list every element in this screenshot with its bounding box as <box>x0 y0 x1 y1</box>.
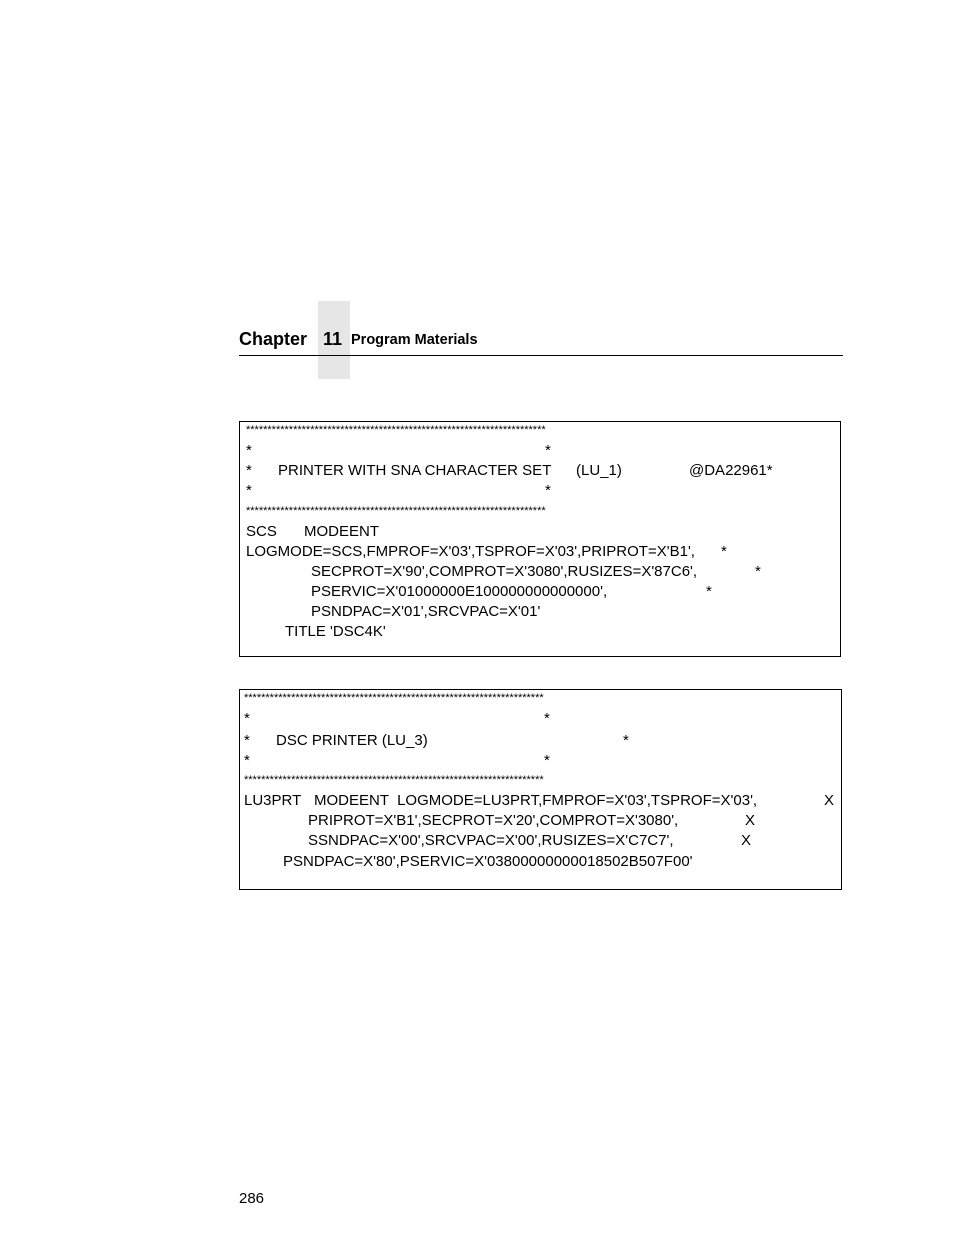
page-header <box>239 328 843 356</box>
comment-star: * <box>623 732 629 749</box>
comment-star: * <box>246 462 252 479</box>
continuation-mark: X <box>741 832 752 849</box>
code-text: SSNDPAC=X'00',SRCVPAC=X'00',RUSIZES=X'C7C7', <box>308 832 674 849</box>
comment-star: * <box>545 482 551 499</box>
code-text: MODEENT LOGMODE=LU3PRT,FMPROF=X'03',TSPROF=X'03', <box>314 792 758 809</box>
comment-star: * <box>246 482 252 499</box>
continuation-mark: X <box>824 792 835 809</box>
comment-tag: @DA22961* <box>689 462 773 479</box>
code-text: SECPROT=X'90',COMPROT=X'3080',RUSIZES=X'87C6', <box>311 563 698 580</box>
code-label: LU3PRT <box>244 792 302 809</box>
star-rule: ********************************************************************** <box>246 505 546 517</box>
code-text: MODEENT <box>304 523 379 540</box>
code-label: SCS <box>246 523 277 540</box>
code-text: LOGMODE=SCS,FMPROF=X'03',TSPROF=X'03',PRIPROT=X'B1', <box>246 543 695 560</box>
comment-star: * <box>545 442 551 459</box>
star-rule: ********************************************************************** <box>244 774 544 786</box>
continuation-mark: * <box>721 543 727 560</box>
code-text: PRIPROT=X'B1',SECPROT=X'20',COMPROT=X'3080', <box>308 812 679 829</box>
code-text: PSNDPAC=X'80',PSERVIC=X'03800000000018502B507F00' <box>283 853 693 870</box>
star-rule: ********************************************************************** <box>246 424 546 436</box>
chapter-title: Program Materials <box>351 332 478 348</box>
comment-star: * <box>544 752 550 769</box>
comment-star: * <box>246 442 252 459</box>
chapter-number: 11 <box>323 329 343 349</box>
comment-title: DSC PRINTER (LU_3) <box>276 732 428 749</box>
chapter-label: Chapter <box>239 329 308 349</box>
page-number: 286 <box>239 1190 265 1207</box>
code-box-lu1 <box>239 421 841 657</box>
star-rule: ********************************************************************** <box>244 692 544 704</box>
continuation-mark: X <box>745 812 756 829</box>
comment-title: PRINTER WITH SNA CHARACTER SET <box>278 462 552 479</box>
code-text: PSERVIC=X'01000000E100000000000000', <box>311 583 608 600</box>
comment-lu: (LU_1) <box>576 462 622 479</box>
comment-star: * <box>244 710 250 727</box>
comment-star: * <box>544 710 550 727</box>
code-text: TITLE 'DSC4K' <box>285 623 386 640</box>
comment-star: * <box>244 732 250 749</box>
code-text: PSNDPAC=X'01',SRCVPAC=X'01' <box>311 603 541 620</box>
continuation-mark: * <box>706 583 712 600</box>
continuation-mark: * <box>755 563 761 580</box>
comment-star: * <box>244 752 250 769</box>
code-box-lu3 <box>239 689 842 890</box>
